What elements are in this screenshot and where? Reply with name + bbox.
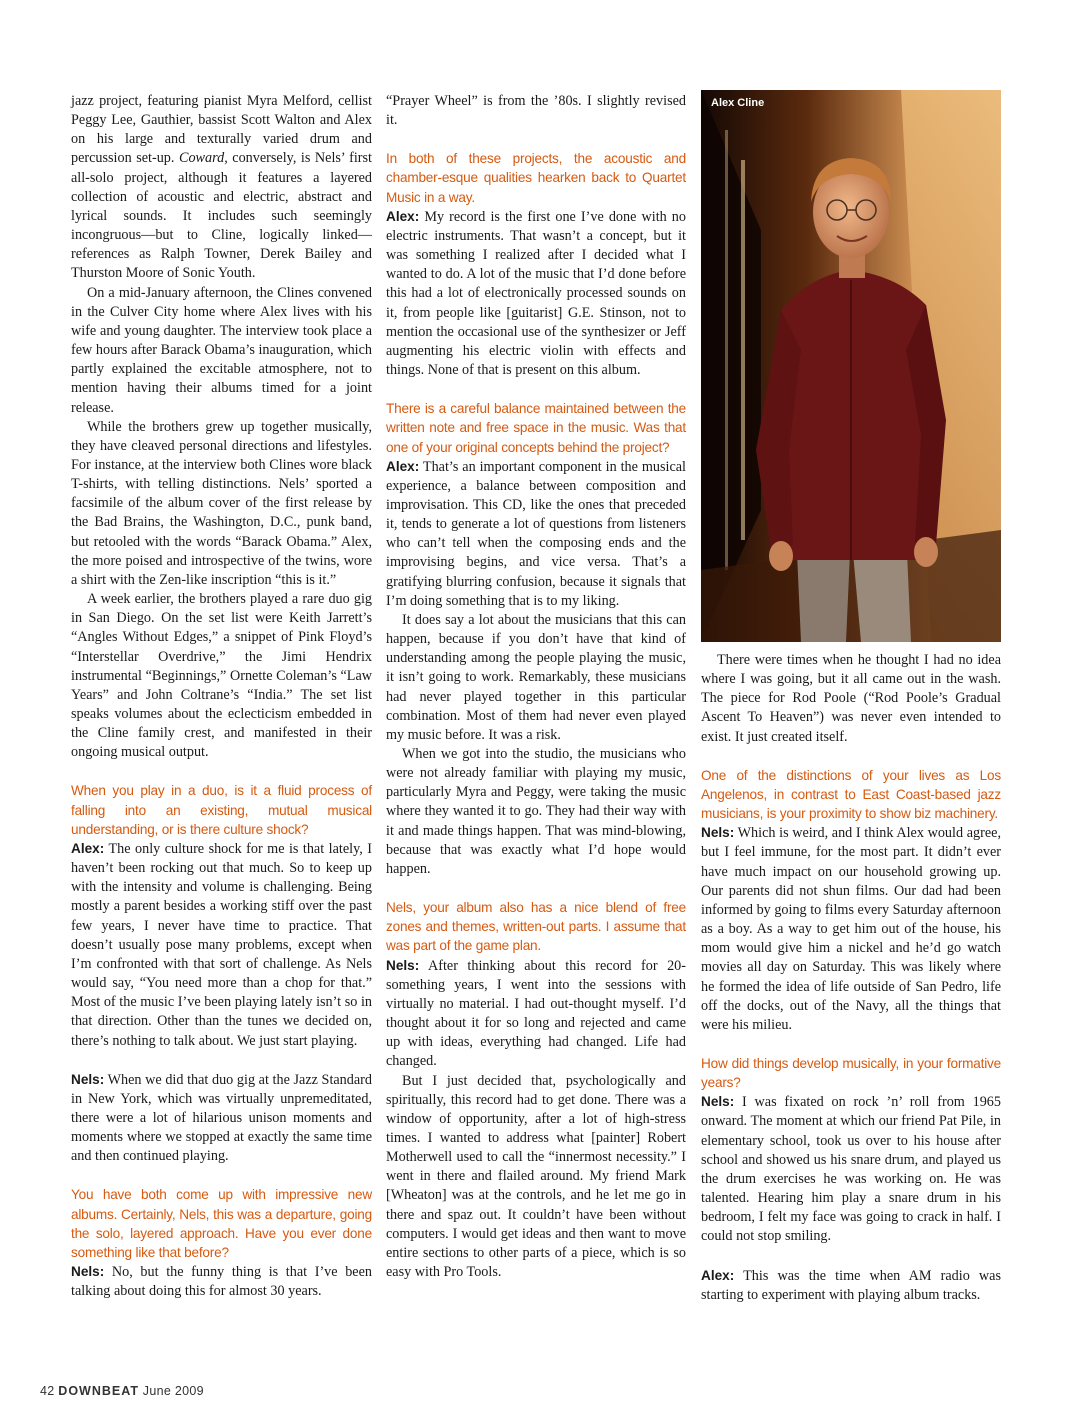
page-number: 42 — [40, 1384, 55, 1398]
interview-question: One of the distinctions of your lives as Los Angelenos, in contrast to East Coast-based jazz musicians, is your proximity to show biz machinery. — [701, 767, 1001, 822]
interview-answer: Nels: No, but the funny thing is that I’ve been talking about doing this for almost 30 years. — [71, 1264, 372, 1300]
paragraph: But I just decided that, psychologically and spiritually, this record had to get done. There was a window of opportunity, after a lot of high-stress times. I wanted to address what [painter] Robert Motherwell used to call the “innermost necessity.” I went in there and flailed around. My friend Mark [Wheaton] was at the controls, and he let me go in there and spaz out. It couldn’t have been without computers. I would get ideas and then want to move entire sections to other parts of a piece, which is so easy with Pro Tools. — [386, 1072, 686, 1281]
paragraph: A week earlier, the brothers played a rare duo gig in San Diego. On the set list were Keith Jarrett’s “Angles Without Edges,” a snippet of Pink Floyd’s “Interstellar Overdrive,” the Jimi Hendrix instrumental “Beginnings,” Ornette Coleman’s “Law Years” and John Coltrane’s “India.” The set list speaks volumes about the eclecticism embedded in the Cline family crest, and manifested in their ongoing musical output. — [71, 591, 372, 761]
paragraph: It does say a lot about the musicians that this can happen, because if you don’t have that kind of understanding among the people playing the music, it isn’t going to work. Remarkably, these musicians had never played together in this particular combination. Most of them had never even played my music before. It was a risk. — [386, 611, 686, 743]
interview-answer: Alex: The only culture shock for me is that lately, I haven’t been rocking out that much. So to keep up with the intensity and volume is challenging. Being mostly a parent besides a working stiff over the past few years, I never have time to practice. That doesn’t usually pose many problems, except when I’m confronted with that sort of challenge. As Nels would say, “You need more than a chop for that.” Most of the music I’ve been playing lately isn’t so in that direction. Other than the tunes we decided on, there’s nothing to talk about. We just start playing. — [71, 840, 372, 1049]
paragraph: While the brothers grew up together musically, they have cleaved personal directions and lifestyles. For instance, at the interview both Clines wore black T-shirts, with telling distinctions. Nels’ sported a facsimile of the album cover of the first release by the Bad Brains, the Washington, D.C., punk band, but retooled with the words “Barack Obama.” Alex, the more poised and introspective of the twins, wore a shirt with the Zen-like inscription “this is it.” — [71, 418, 372, 588]
speaker-label: Alex: — [71, 840, 105, 856]
speaker-label: Alex: — [386, 208, 420, 224]
photo-caption: Alex Cline — [711, 97, 765, 109]
article-column-2 — [386, 92, 686, 1282]
interview-answer: Nels: Which is weird, and I think Alex would agree, but I feel immune, for the most part. It didn’t ever have much impact on our household growing up. Our parents did not shun films. Our dad had been informed by going to films every Saturday afternoon as a boy. As a way to get him out of the house, his mom would give him a nickel and he’d go watch movies all day on Saturday. This was likely where he formed the idea of life outside of San Pedro, life off the docks, out of the Navy, all the things that were his milieu. — [701, 825, 1001, 1033]
article-column-1 — [71, 92, 372, 1301]
speaker-label: Nels: — [701, 1094, 735, 1110]
interview-answer: Alex: My record is the first one I’ve done with no electric instruments. That wasn’t a concept, but it was something I realized after I decided what I wanted to do. A lot of the music that I’d done before this had a lot of electronically processed sounds on it, from people like [guitarist] G.E. Stinson, not to mention the occasional use of the synthesizer or Jeff augmenting his electric violin with effects and things. None of that is present on this album. — [386, 208, 686, 379]
portrait-photo — [701, 90, 1001, 642]
article-column-3 — [701, 651, 1001, 1305]
portrait-illustration — [701, 90, 1001, 642]
paragraph: “Prayer Wheel” is from the ’80s. I slightly revised it. — [386, 93, 686, 129]
issue-date: June 2009 — [142, 1384, 204, 1398]
interview-answer: Nels: I was fixated on rock ’n’ roll from 1965 onward. The moment at which our friend Pat Pile, in elementary school, took us over to his house after school and showed us his snare drum, and played us the drum exercises he was working on. He was talented. Hearing him play a snare drum in his bedroom, I felt my face was going to crack in half. I could not stop smiling. — [701, 1094, 1001, 1245]
interview-answer: Nels: After thinking about this record for 20-something years, I went into the sessions with virtually no material. I had out-thought myself. I’d thought about it for so long and rejected and came up with ideas, everything had changed. Life had changed. — [386, 957, 686, 1070]
paragraph: There were times when he thought I had no idea where I was going, but it all came out in the wash. The piece for Rod Poole (“Rod Poole’s Gradual Ascent To Heaven”) was never even intended to exist. It just created itself. — [701, 652, 1001, 745]
interview-answer: Alex: That’s an important component in the musical experience, a balance between composition and improvisation. This CD, like the ones that preceded it, tends to generate a lot of questions from listeners who can’t tell when the composing ends and the improvising begins, and vice versa. That’s a gratifying blurring confusion, because it signals that I’m doing something that is to my liking. — [386, 458, 686, 609]
speaker-label: Nels: — [71, 1264, 105, 1280]
album-title: Coward — [179, 150, 225, 167]
interview-question: When you play in a duo, is it a fluid process of falling into an existing, mutual musical understanding, or is there culture shock? — [71, 783, 372, 837]
paragraph: jazz project, featuring pianist Myra Melford, cellist Peggy Lee, Gauthier, bassist Scott Walton and Alex on his large and texturally varied drum and percussion set-up. Coward, conversely, is Nels’ first all-solo project, although it features a layered collection of acoustic and electric, abstract and lyrical sounds. It includes such seemingly incongruous—but to Cline, logically linked—references as Ralph Towner, Derek Bailey and Thurston Moore of Sonic Youth. — [71, 93, 372, 282]
speaker-label: Nels: — [701, 825, 735, 841]
paragraph: On a mid-January afternoon, the Clines convened in the Culver City home where Alex lives with his wife and young daughter. The interview took place a few hours after Barack Obama’s inauguration, which partly explained the excitable atmosphere, not to mention having their albums timed for a joint release. — [71, 284, 372, 416]
interview-question: There is a careful balance maintained between the written note and free space in the music. Was that one of your original concepts behind the project? — [386, 401, 686, 455]
paragraph: When we got into the studio, the musicians who were not already familiar with playing my music, particularly Myra and Peggy, were taking the music where they wanted it to go. They had their way with it and made things happen. That was mind-blowing, because that was exactly what I’d hope would happen. — [386, 746, 686, 877]
interview-question: You have both come up with impressive new albums. Certainly, Nels, this was a departure, going the solo, layered approach. Have you ever done something like that before? — [71, 1187, 372, 1260]
interview-answer: Alex: This was the time when AM radio was starting to experiment with playing album tracks. — [701, 1267, 1001, 1303]
magazine-brand: DOWNBEAT — [58, 1384, 139, 1398]
interview-answer: Nels: When we did that duo gig at the Jazz Standard in New York, which was virtually unpremeditated, there were a lot of hilarious unison moments and moments where we stopped at exactly the same time and then continued playing. — [71, 1071, 372, 1165]
interview-question: How did things develop musically, in your formative years? — [701, 1055, 1001, 1091]
speaker-label: Nels: — [71, 1071, 105, 1087]
speaker-label: Alex: — [386, 458, 420, 474]
speaker-label: Nels: — [386, 957, 420, 973]
speaker-label: Alex: — [701, 1267, 735, 1283]
page-footer — [40, 1384, 204, 1398]
interview-question: In both of these projects, the acoustic and chamber-esque qualities hearken back to Quartet Music in a way. — [386, 151, 686, 205]
interview-question: Nels, your album also has a nice blend of free zones and themes, written-out parts. I assume that was part of the game plan. — [386, 900, 686, 954]
